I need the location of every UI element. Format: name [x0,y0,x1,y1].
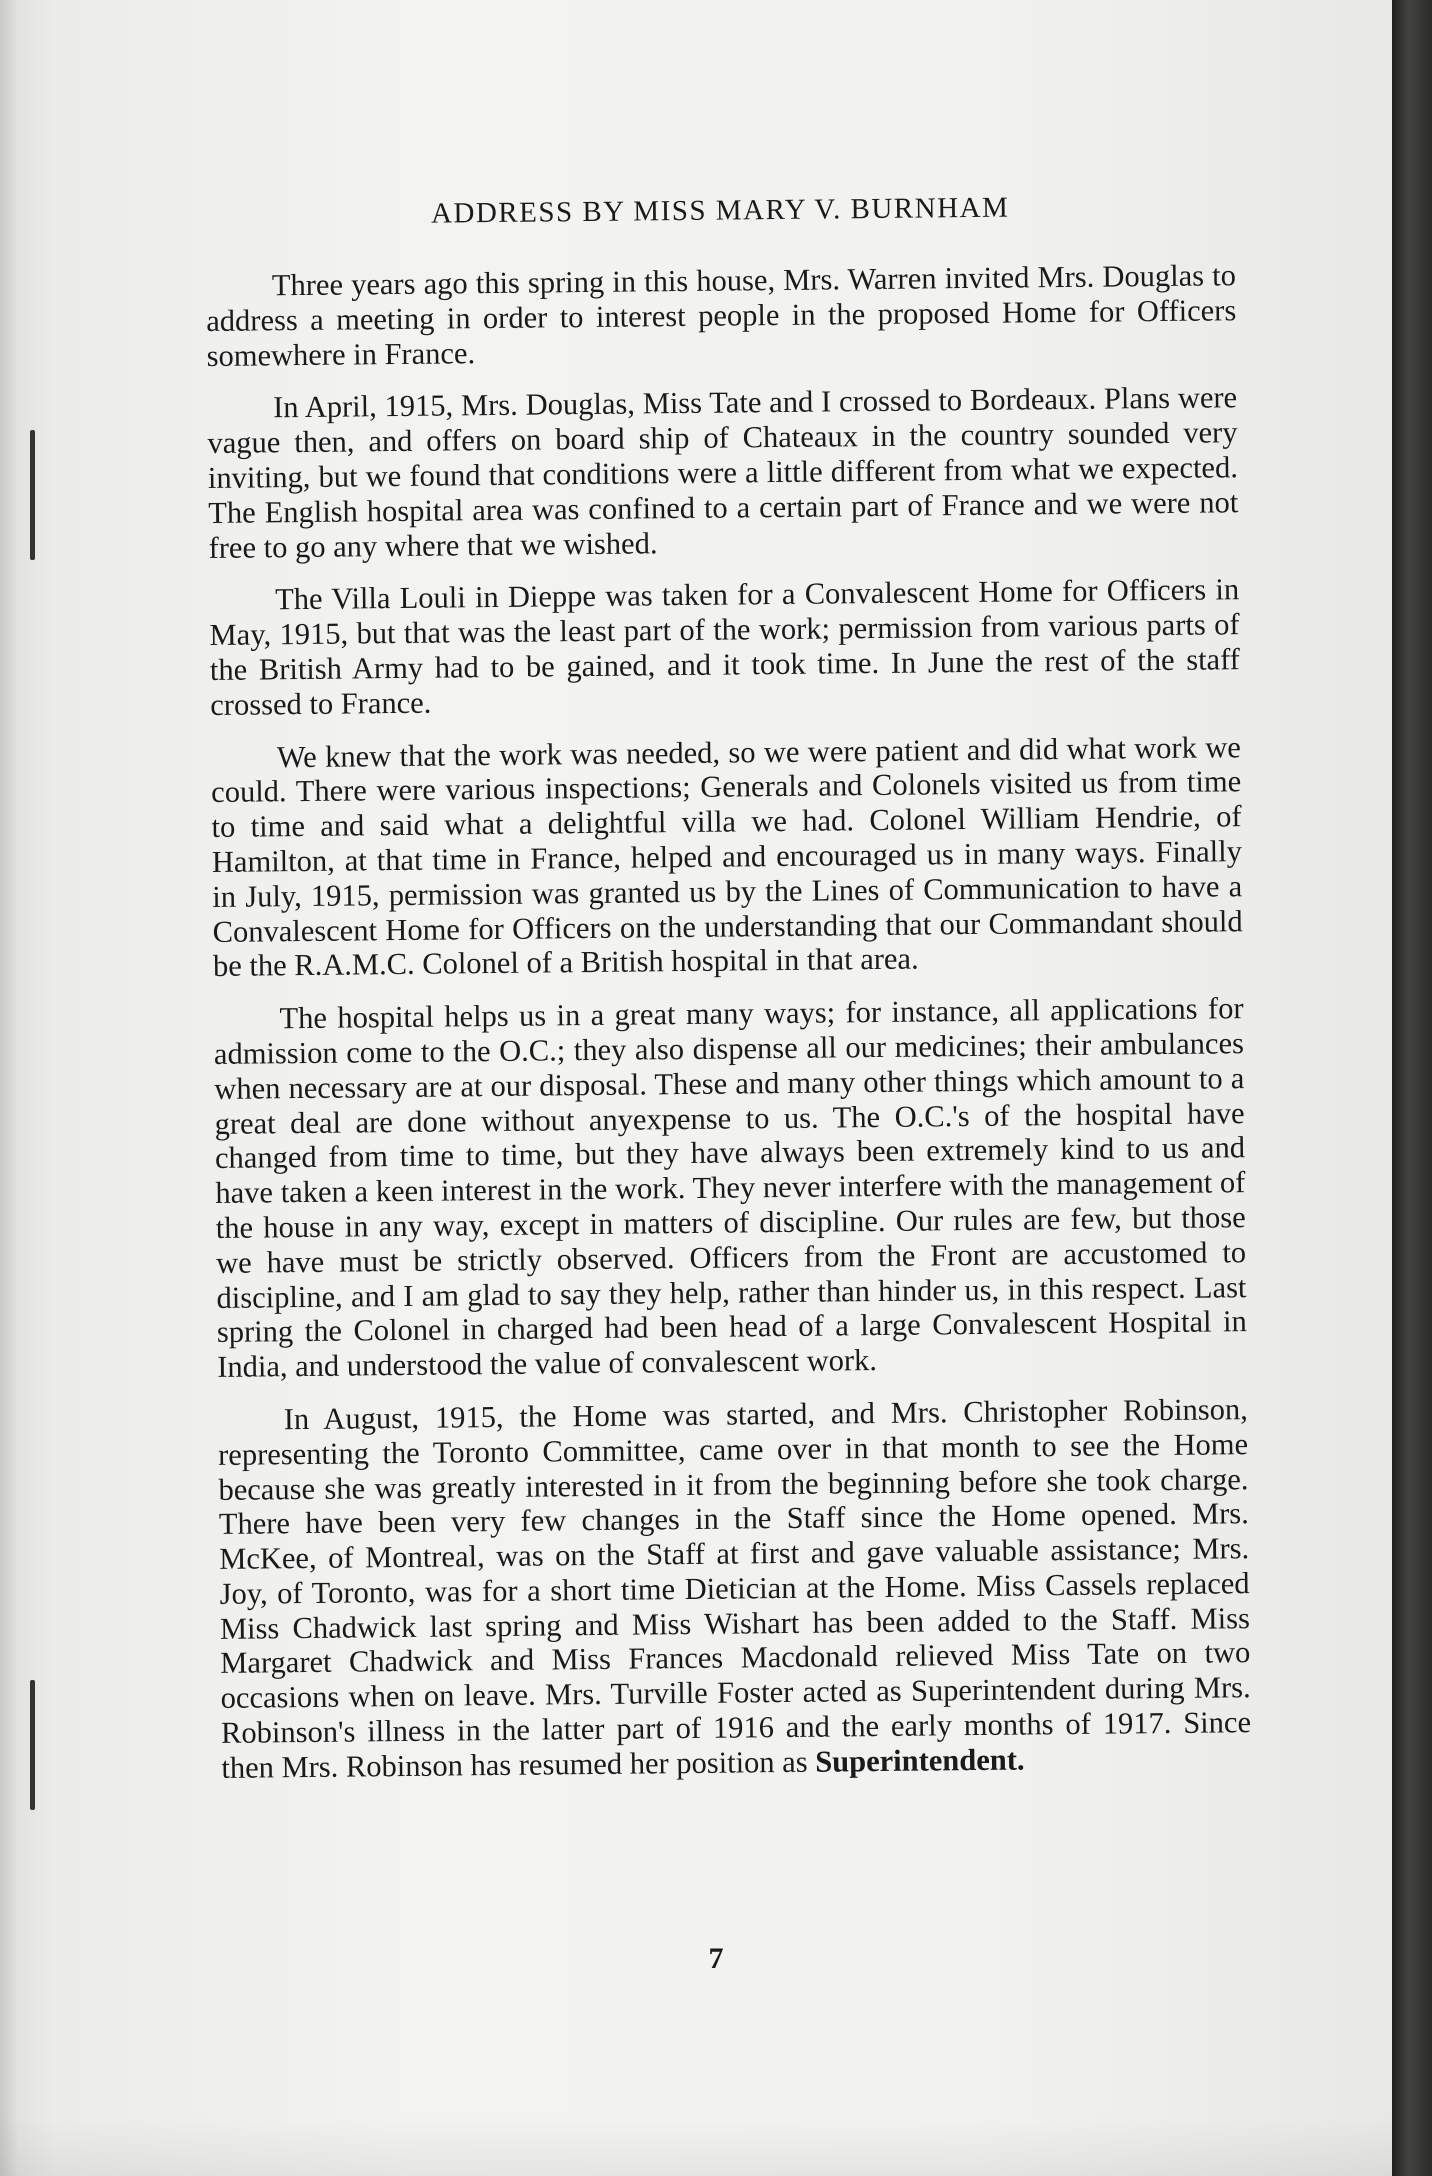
paragraph-1: Three years ago this spring in this house, Mrs. Warren invited Mrs. Douglas to address a meeting in order to interest people in the proposed Home for Officers somewhere in France. [206,258,1237,373]
document-title: ADDRESS BY MISS MARY V. BURNHAM [430,191,1010,230]
closing-word: Superintendent. [815,1742,1025,1779]
page-number: 7 [708,1942,724,1975]
scan-edge [1392,0,1432,2176]
document-body [205,189,1252,1785]
staple-mark-lower [30,1680,35,1810]
paragraph-3: The Villa Louli in Dieppe was taken for a Convalescent Home for Officers in May, 1915, but that was the least part of the work; permission from various parts of the British Army had to be gained, and it took time. In June the rest of the staff crossed to France. [209,572,1241,722]
staple-mark-upper [30,430,35,560]
page-spine [0,0,18,2176]
paragraph-2: In April, 1915, Mrs. Douglas, Miss Tate and I crossed to Bordeaux. Plans were vague then, and offers on board ship of Chateaux in the country sounded very inviting, but we found that conditions were a little different from what we expected. The English hospital area was confined to a certain part of France and we were not free to go any where that we wished. [207,380,1239,565]
paragraph-5: The hospital helps us in a great many ways; for instance, all applications for admission come to the O.C.; they also dispense all our medicines; their ambulances when necessary are at our disposal. These and many other things which amount to a great deal are done without anyexpense to us. The O.C.'s of the hospital have changed from time to time, but they have always been extremely kind to us and have taken a keen interest in the work. They never interfere with the management of the house in any way, except in matters of discipline. Our rules are few, but those we have must be strictly observed. Officers from the Front are accustomed to discipline, and I am glad to say they help, rather than hinder us, in this respect. Last spring the Colonel in charged had been head of a large Convalescent Hospital in India, and understood the value of convalescent work. [213,991,1247,1385]
paragraph-6-text: In August, 1915, the Home was started, and Mrs. Christopher Robinson, representing the Toronto Committee, came over in that month to see the Home because she was greatly interested in it from the beginning before she took charge. There have been very few changes in the Staff since the Home opened. Mrs. McKee, of Montreal, was on the Staff at first and gave valuable assistance; Mrs. Joy, of Toronto, was for a short time Dietician at the Home. Miss Cassels replaced Miss Chadwick last spring and Miss Wishart has been added to the Staff. Miss Margaret Chadwick and Miss Frances Macdonald relieved Miss Tate on two occasions when on leave. Mrs. Turville Foster acted as Superintendent during Mrs. Robinson's illness in the latter part of 1916 and the early months of 1917. Since then Mrs. Robinson has resumed her position as [217,1392,1252,1785]
paragraph-6 [218,1392,1252,1786]
paragraph-4: We knew that the work was needed, so we were patient and did what work we could. There were various inspections; Generals and Colonels visited us from time to time and said what a delightful villa we had. Colonel William Hendrie, of Hamilton, at that time in France, helped and encouraged us in many ways. Finally in July, 1915, permission was granted us by the Lines of Communication to have a Convalescent Home for Officers on the understanding that our Commandant should be the R.A.M.C. Colonel of a British hospital in that area. [211,729,1243,984]
page-bottom-shade [0,2116,1392,2176]
